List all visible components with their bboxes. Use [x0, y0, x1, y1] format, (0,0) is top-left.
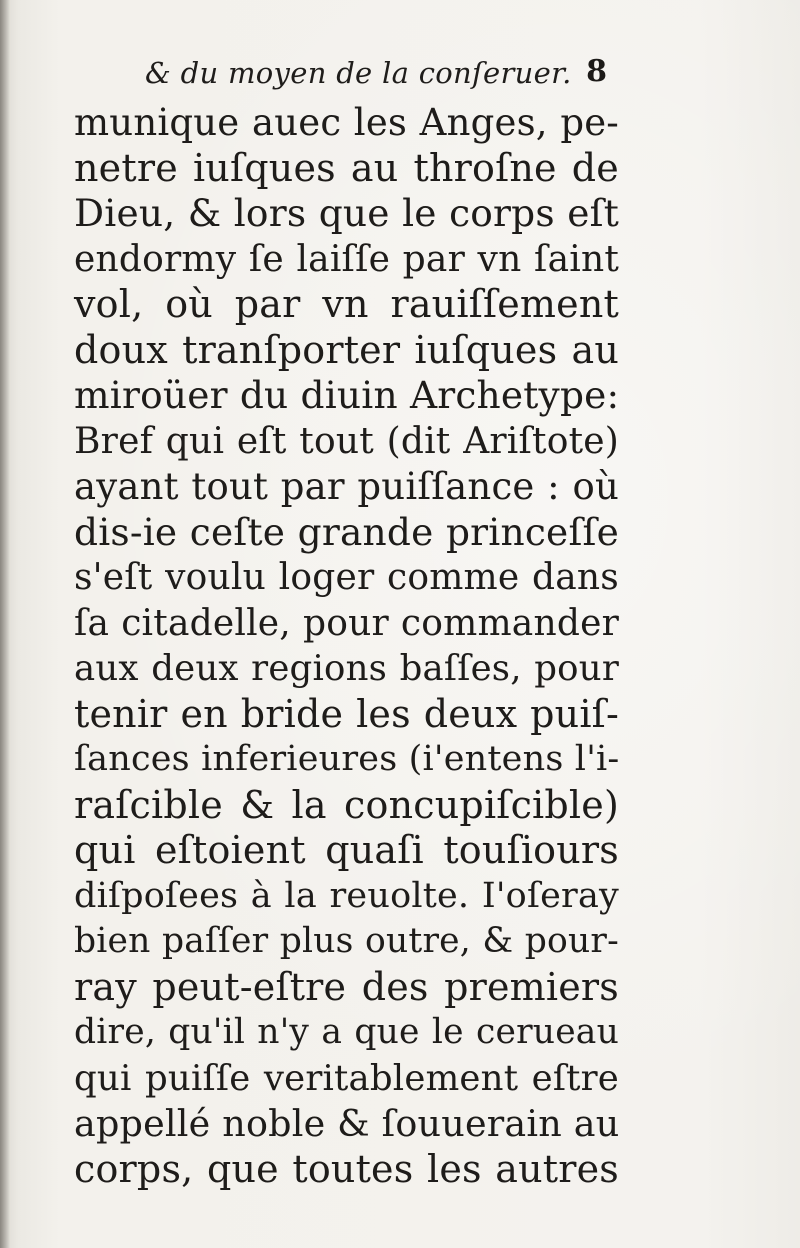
text-line: netre iuſques au throſne de — [74, 145, 619, 190]
text-line: ray peut-eſtre des premiers — [74, 964, 619, 1009]
text-line: appellé noble & ſouuerain au — [74, 1102, 620, 1145]
text-line: tenir en bride les deux puiſ- — [74, 691, 619, 736]
show-through-text — [700, 330, 800, 550]
text-line: qui eſtoient quaſi touſiours — [74, 828, 619, 872]
spine-shadow — [0, 0, 10, 1248]
text-line: ſances inferieures (i'entens l'i- — [74, 739, 620, 779]
body-text — [74, 100, 619, 1192]
text-line: Bref qui eſt tout (dit Ariſtote) — [74, 420, 619, 462]
page-number: 8 — [586, 54, 607, 89]
running-title: & du moyen de la conſeruer. — [145, 56, 572, 90]
text-line: s'eſt voulu loger comme dans — [74, 557, 619, 598]
text-line: munique auec les Anges, pe- — [74, 101, 619, 144]
text-line: raſcible & la concupiſcible) — [74, 782, 619, 827]
text-line: aux deux regions baſſes, pour — [74, 648, 619, 689]
text-line: qui puiſſe veritablement eſtre — [74, 1057, 619, 1099]
text-line: vol, où par vn rauiſſement — [74, 282, 619, 326]
text-line: corps, que toutes les autres — [74, 1146, 619, 1191]
text-line: Dieu, & lors que le corps eſt — [74, 191, 619, 235]
text-line: diſpoſees à la reuolte. I'oſeray — [74, 875, 619, 916]
text-line: ſa citadelle, pour commander — [74, 602, 619, 644]
running-header — [145, 48, 615, 92]
text-line: dis-ie ceſte grande princeſſe — [74, 509, 619, 554]
text-line: miroüer du diuin Archetype: — [74, 373, 620, 417]
text-line: doux tranſporter iuſques au — [74, 327, 619, 372]
text-line: endormy ſe laiſſe par vn ſaint — [74, 238, 619, 280]
text-line: ayant tout par puiſſance : où — [74, 465, 619, 508]
text-line: dire, qu'il n'y a que le cerueau — [74, 1012, 619, 1052]
text-line: bien paſſer plus outre, & pour- — [74, 921, 619, 961]
